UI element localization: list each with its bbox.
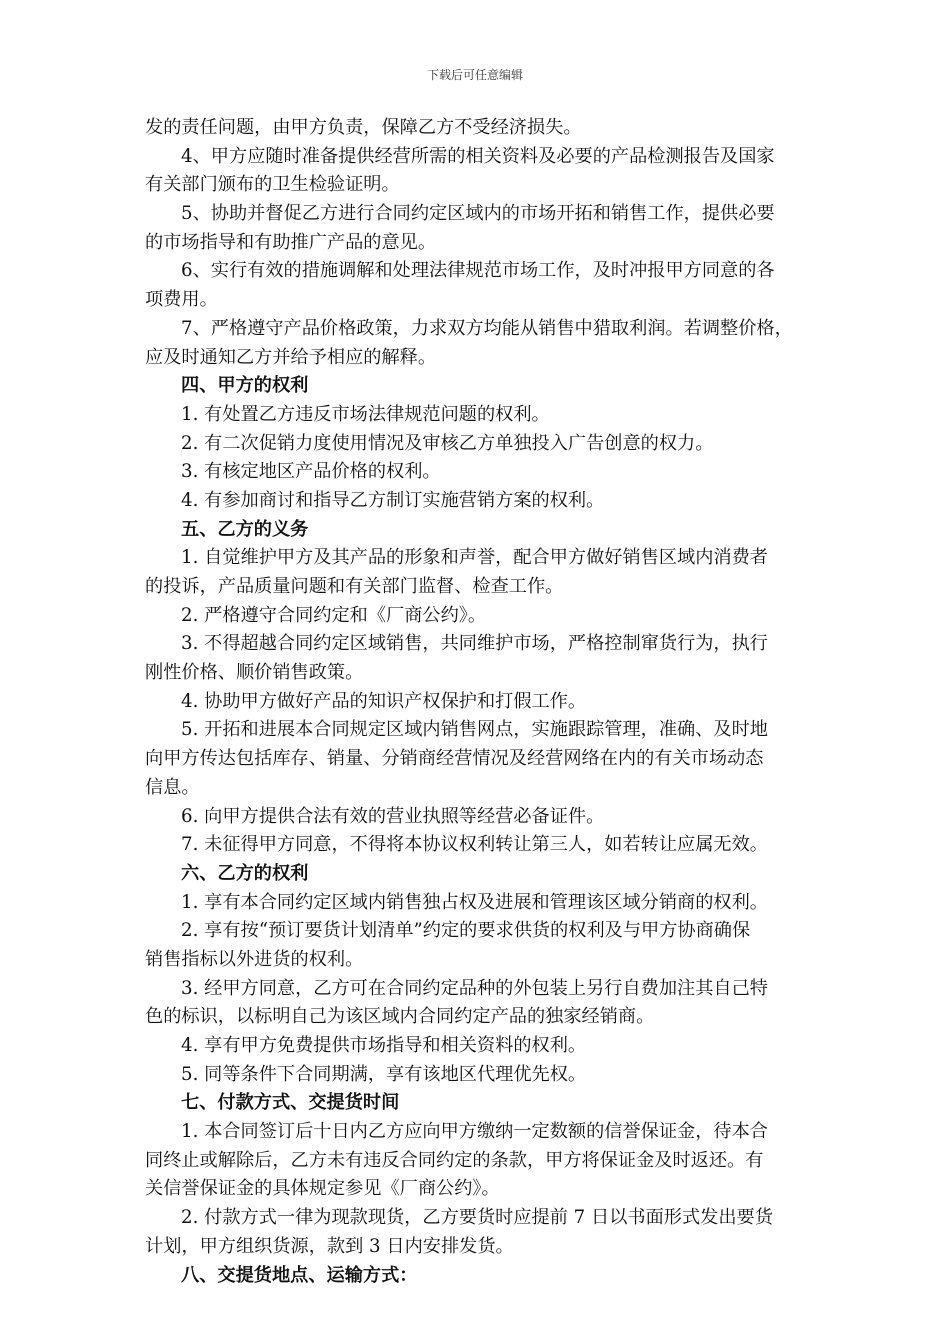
paragraph-line: 1. 本合同签订后十日内乙方应向甲方缴纳一定数额的信誉保证金，待本合 [181,1121,768,1143]
paragraph-line: 2. 有二次促销力度使用情况及审核乙方单独投入广告创意的权力。 [181,432,714,454]
paragraph-line: 1. 享有本合同约定区域内销售独占权及进展和管理该区域分销商的权利。 [181,891,768,913]
paragraph-line: 1. 自觉维护甲方及其产品的形象和声誉，配合甲方做好销售区域内消费者 [181,547,768,569]
paragraph-line: 5、协助并督促乙方进行合同约定区域内的市场开拓和销售工作，提供必要 [181,203,775,225]
paragraph-line: 5. 同等条件下合同期满，享有该地区代理优先权。 [181,1063,587,1085]
section-heading: 七、付款方式、交提货时间 [181,1092,400,1114]
section-heading: 八、交提货地点、运输方式： [181,1264,418,1286]
paragraph-line: 应及时通知乙方并给予相应的解释。 [145,346,437,368]
paragraph-line: 4. 有参加商讨和指导乙方制订实施营销方案的权利。 [181,489,605,511]
paragraph-line: 的投诉，产品质量问题和有关部门监督、检查工作。 [145,576,564,597]
paragraph-line: 6. 向甲方提供合法有效的营业执照等经营必备证件。 [181,805,605,827]
paragraph-line: 色的标识，以标明自己为该区域内合同约定产品的独家经销商。 [145,1006,655,1028]
paragraph-line: 3. 经甲方同意，乙方可在合同约定品种的外包装上另行自费加注其自己特 [181,977,768,999]
section-heading: 四、甲方的权利 [181,375,309,397]
paragraph-line: 1. 有处置乙方违反市场法律规范问题的权利。 [181,403,550,425]
paragraph-line: 发的责任问题，由甲方负责，保障乙方不受经济损失。 [145,117,582,138]
paragraph-line: 2. 享有按“预订要货计划清单”约定的要求供货的权利及与甲方协商确保 [181,920,751,942]
document-body [145,114,815,1290]
paragraph-line: 2. 付款方式一律为现款现货，乙方要货时应提前 7 日以书面形式发出要货 [181,1207,773,1229]
paragraph-line: 有关部门颁布的卫生检验证明。 [145,174,400,196]
paragraph-line: 3. 不得超越合同约定区域销售，共同维护市场，严格控制窜货行为，执行 [181,633,768,655]
paragraph-line: 项费用。 [145,289,218,311]
paragraph-line: 信息。 [145,776,200,798]
paragraph-line: 2. 严格遵守合同约定和《厂商公约》。 [181,604,487,626]
section-heading: 六、乙方的权利 [181,862,309,884]
paragraph-line: 4、甲方应随时准备提供经营所需的相关资料及必要的产品检测报告及国家 [181,145,775,167]
paragraph-line: 的市场指导和有助推广产品的意见。 [145,231,437,253]
section-heading: 五、乙方的义务 [181,518,309,540]
paragraph-line: 向甲方传达包括库存、销量、分销商经营情况及经营网络在内的有关市场动态 [145,748,764,770]
paragraph-line: 3. 有核定地区产品价格的权利。 [181,461,441,483]
page-header: 下载后可任意编辑 [426,68,523,82]
paragraph-line: 7. 未征得甲方同意，不得将本协议权利转让第三人，如若转让应属无效。 [181,834,768,856]
paragraph-line: 刚性价格、顺价销售政策。 [145,662,364,684]
paragraph-line: 同终止或解除后，乙方未有违反合同约定的条款，甲方将保证金及时返还。有 [145,1149,764,1171]
paragraph-line: 6、实行有效的措施调解和处理法律规范市场工作，及时冲报甲方同意的各 [181,260,775,282]
paragraph-line: 4. 享有甲方免费提供市场指导和相关资料的权利。 [181,1035,587,1056]
paragraph-line: 5. 开拓和进展本合同规定区域内销售网点，实施跟踪管理，准确、及时地 [181,719,768,741]
paragraph-line: 4. 协助甲方做好产品的知识产权保护和打假工作。 [181,690,587,712]
paragraph-line: 关信誉保证金的具体规定参见《厂商公约》。 [145,1178,500,1200]
paragraph-line: 计划，甲方组织货源，款到 3 日内安排发货。 [145,1235,514,1257]
paragraph-line: 7、严格遵守产品价格政策，力求双方均能从销售中猎取利润。若调整价格， [181,317,793,339]
paragraph-line: 销售指标以外进货的权利。 [145,948,364,970]
